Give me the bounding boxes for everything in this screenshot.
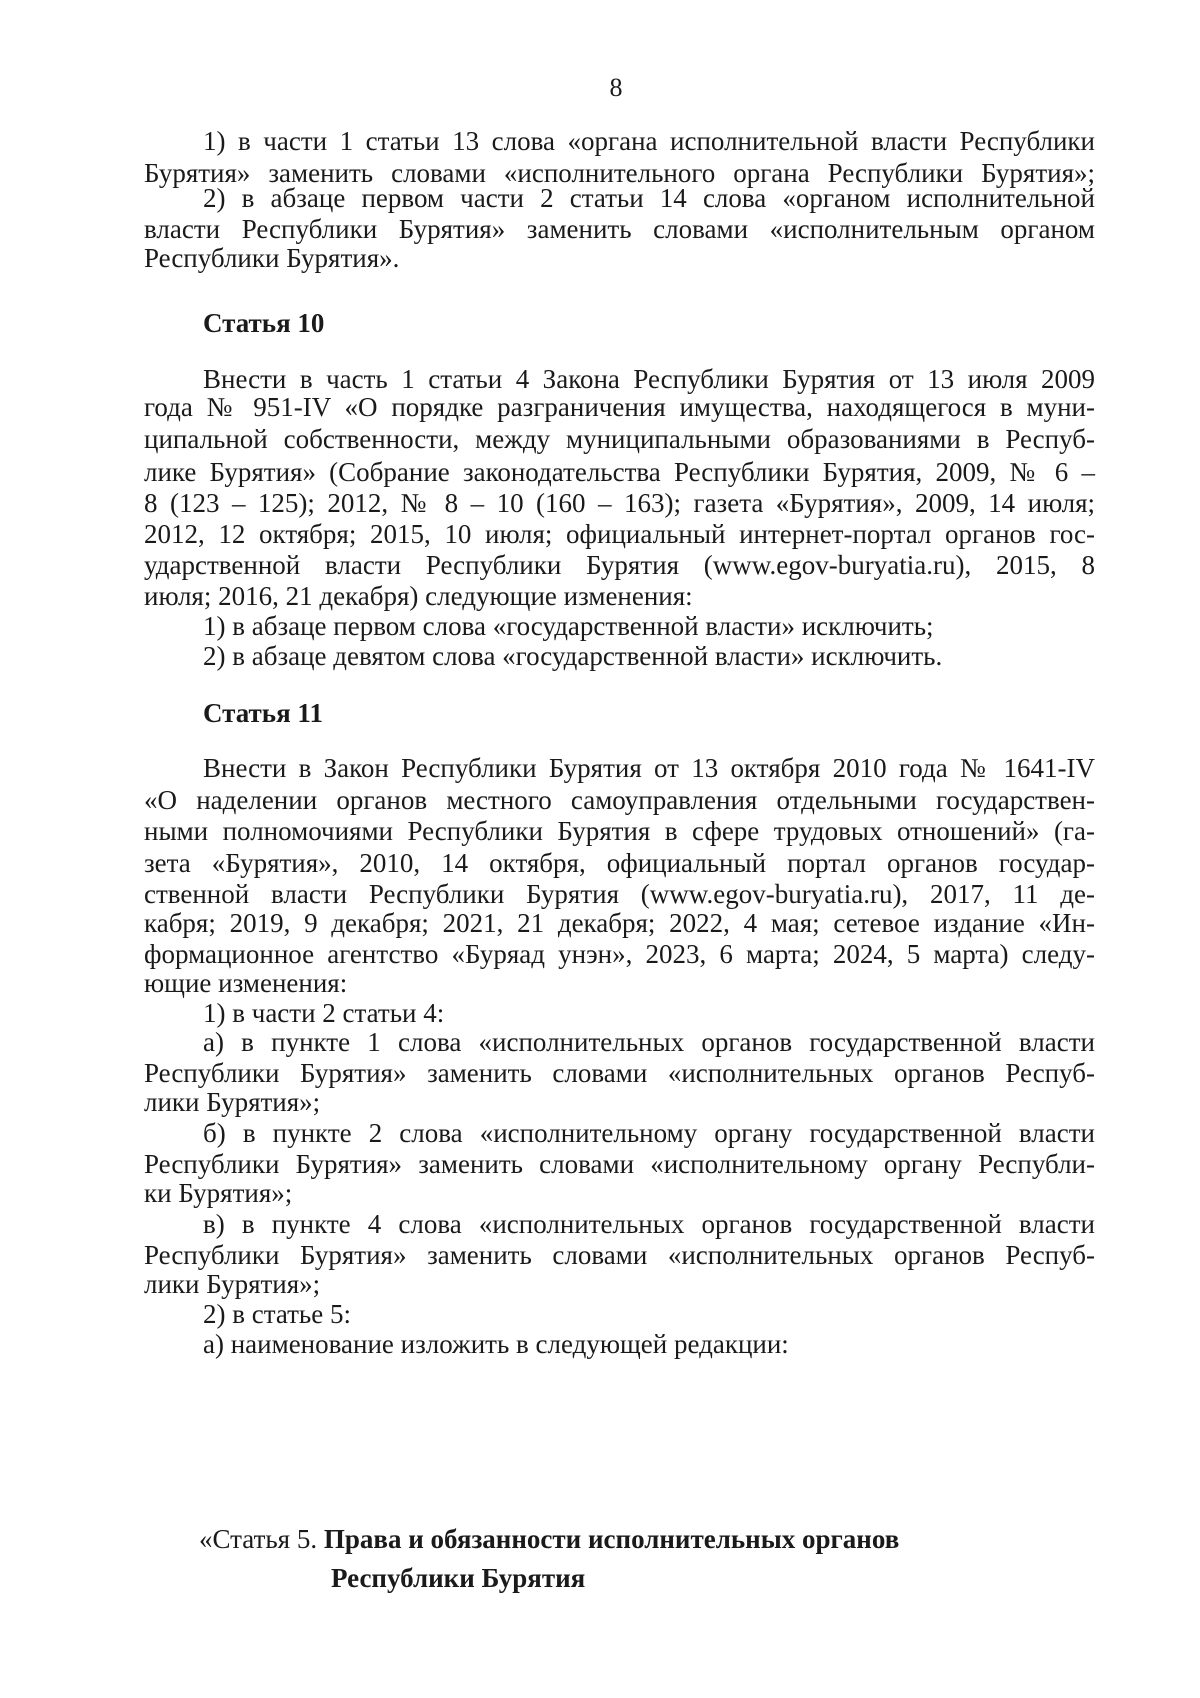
article-11-heading: Статья 11 — [203, 698, 323, 728]
quoted-article-title — [199, 1523, 899, 1555]
text-line: Республики Бурятия» заменить словами «исполнительных органов Респуб- — [144, 1058, 1095, 1088]
page-number: 8 — [609, 73, 623, 102]
text-line: а) в пункте 1 слова «исполнительных органов государственной власти — [203, 1027, 1095, 1057]
text-line: года № 951-IV «О порядке разграничения имущества, находящегося в муни- — [144, 392, 1095, 422]
text-line: 2) в абзаце первом части 2 статьи 14 слова «органом исполнительной — [203, 183, 1095, 213]
text-line: ющие изменения: — [144, 968, 348, 998]
text-line: лики Бурятия»; — [144, 1087, 321, 1117]
text-line: Бурятия» заменить словами «исполнительного органа Республики Бурятия»; — [144, 158, 1095, 188]
text-line: б) в пункте 2 слова «исполнительному органу государственной власти — [203, 1118, 1095, 1148]
text-line: ными полномочиями Республики Бурятия в сфере трудовых отношений» (га- — [144, 816, 1095, 846]
text-line: Республики Бурятия». — [144, 243, 400, 273]
text-line: 1) в части 1 статьи 13 слова «органа исполнительной власти Республики — [203, 126, 1095, 156]
text-line: формационное агентство «Буряад унэн», 2023, 6 марта; 2024, 5 марта) следу- — [144, 939, 1095, 969]
text-line: власти Республики Бурятия» заменить словами «исполнительным органом — [144, 214, 1095, 244]
text-line: ципальной собственности, между муниципальными образованиями в Респуб- — [144, 424, 1095, 454]
text-line: а) наименование изложить в следующей редакции: — [203, 1329, 789, 1359]
text-line: зета «Бурятия», 2010, 14 октября, официальный портал органов государ- — [144, 848, 1095, 878]
article-10-heading: Статья 10 — [203, 308, 325, 338]
text-line: ударственной власти Республики Бурятия (www.egov-buryatia.ru), 2015, 8 — [144, 550, 1095, 580]
text-line: ки Бурятия»; — [144, 1178, 293, 1208]
quoted-article-title-line1: Права и обязанности исполнительных органов — [323, 1524, 900, 1554]
text-line: Республики Бурятия» заменить словами «исполнительных органов Респуб- — [144, 1240, 1095, 1270]
quoted-article-prefix: «Статья 5. — [199, 1524, 318, 1554]
text-line: в) в пункте 4 слова «исполнительных органов государственной власти — [203, 1209, 1095, 1239]
text-line: «О наделении органов местного самоуправления отдельными государствен- — [144, 785, 1095, 815]
text-line: кабря; 2019, 9 декабря; 2021, 21 декабря; 2022, 4 мая; сетевое издание «Ин- — [144, 908, 1095, 938]
text-line: 1) в части 2 статьи 4: — [203, 998, 445, 1028]
text-line: лике Бурятия» (Собрание законодательства Республики Бурятия, 2009, № 6 – — [144, 457, 1095, 487]
text-line: Внести в Закон Республики Бурятия от 13 октября 2010 года № 1641-IV — [203, 753, 1095, 783]
quoted-article-title-line2: Республики Бурятия — [331, 1563, 586, 1593]
text-line: ственной власти Республики Бурятия (www.egov-buryatia.ru), 2017, 11 де- — [144, 879, 1095, 909]
text-line: лики Бурятия»; — [144, 1269, 321, 1299]
text-line: 2) в абзаце девятом слова «государственной власти» исключить. — [203, 641, 943, 671]
text-line: 1) в абзаце первом слова «государственной власти» исключить; — [203, 611, 934, 641]
text-line: 2) в статье 5: — [203, 1299, 351, 1329]
text-line: Внести в часть 1 статьи 4 Закона Республики Бурятия от 13 июля 2009 — [203, 364, 1095, 394]
text-line: 8 (123 – 125); 2012, № 8 – 10 (160 – 163); газета «Бурятия», 2009, 14 июля; — [144, 488, 1095, 518]
text-line: 2012, 12 октября; 2015, 10 июля; официальный интернет-портал органов гос- — [144, 519, 1095, 549]
text-line: июля; 2016, 21 декабря) следующие изменения: — [144, 581, 693, 611]
text-line: Республики Бурятия» заменить словами «исполнительному органу Республи- — [144, 1149, 1095, 1179]
